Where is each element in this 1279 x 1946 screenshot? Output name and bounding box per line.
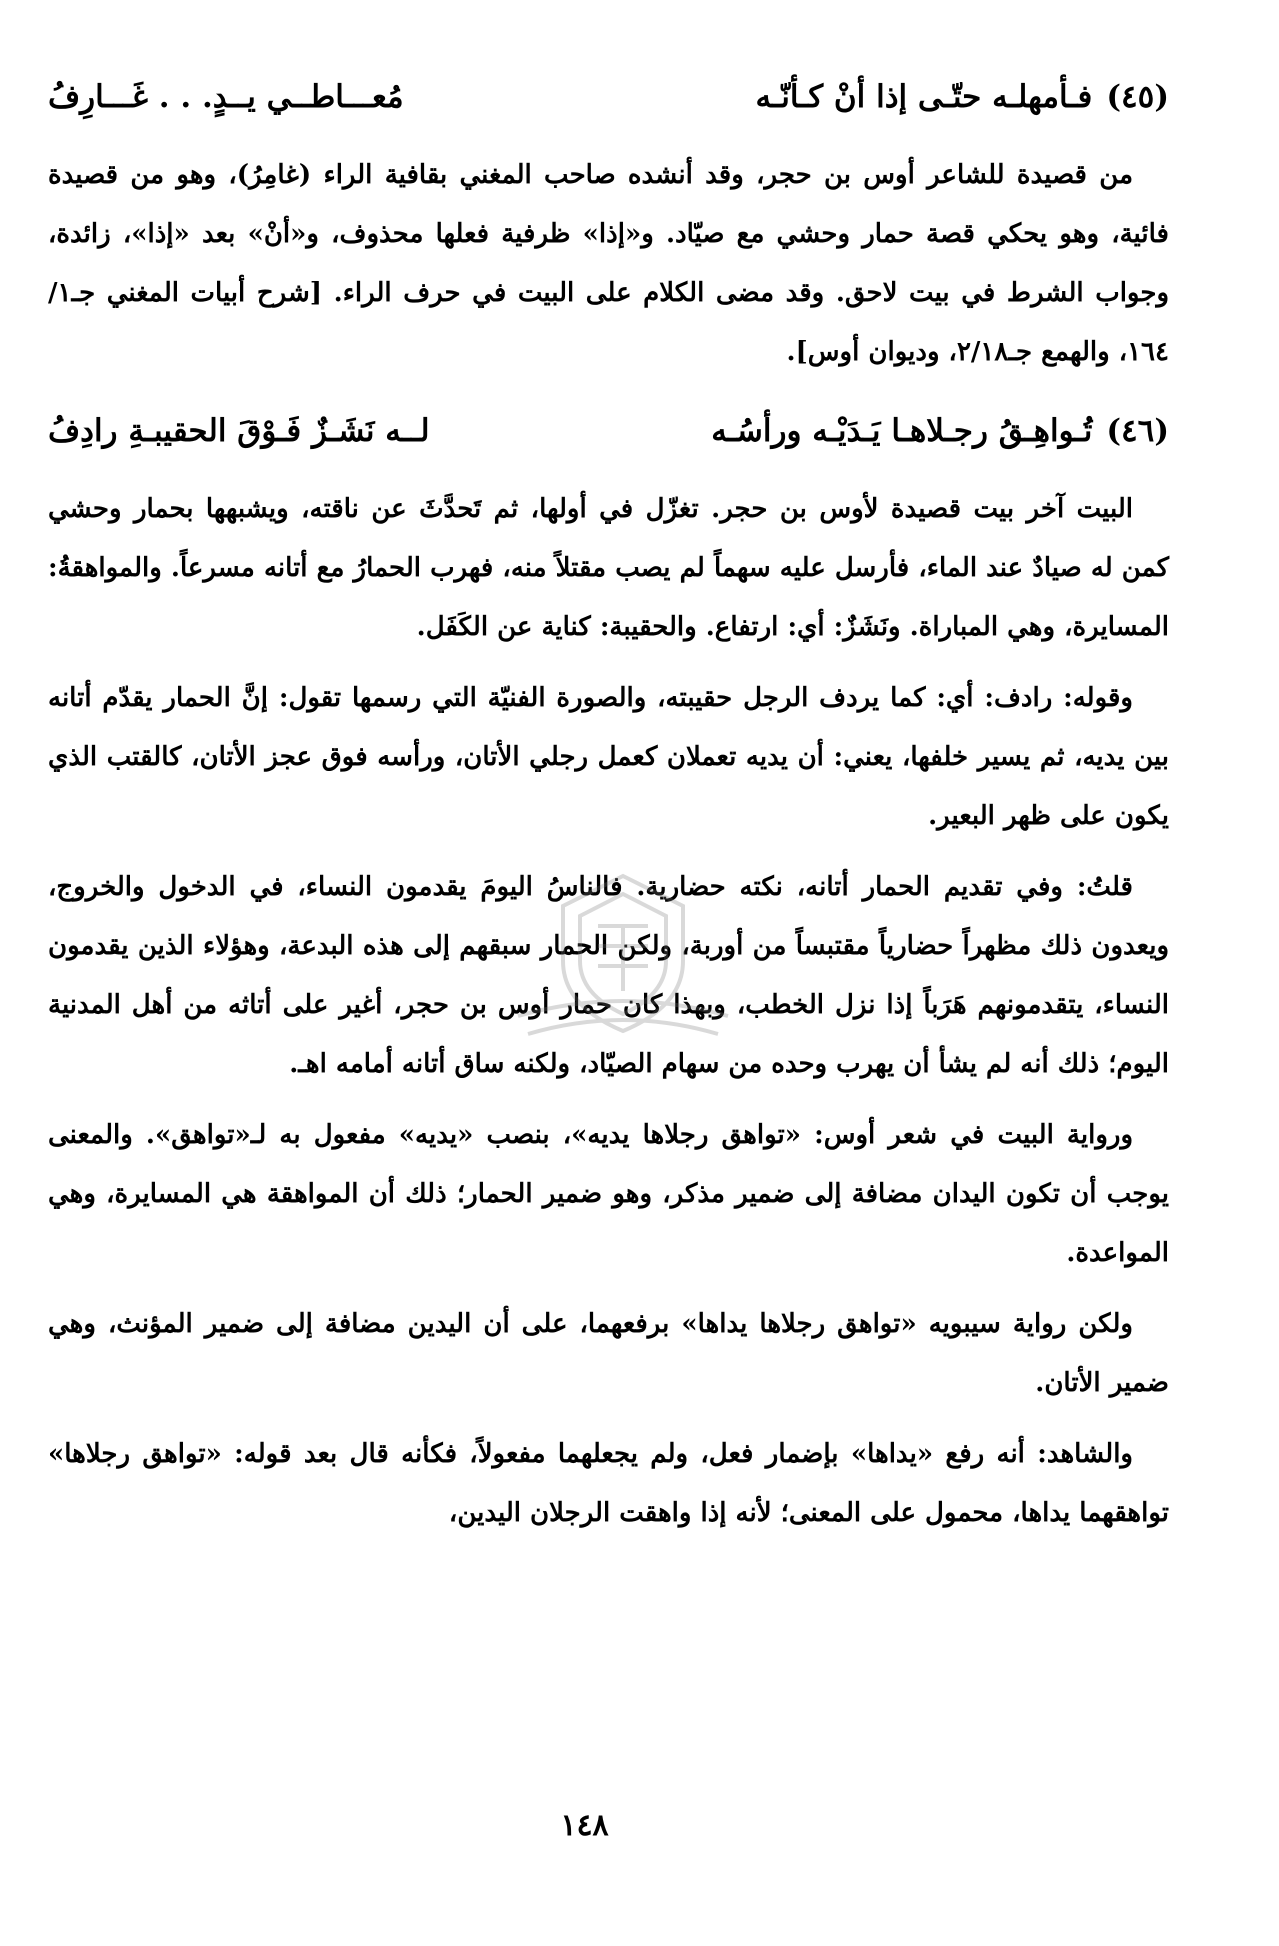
commentary-paragraph: والشاهد: أنه رفع «يداها» بإضمار فعل، ولم يجعلهما مفعولاً، فكأنه قال بعد قوله: «تواهق رجلاها» تواهقهما يداها، محمول على المعنى؛ لأنه إذا واهقت الرجلان اليدين، — [48, 1439, 1169, 1528]
verse-first-hemistich: فـأمهلـه حتّـى إذا أنْ كـأنّـه — [755, 79, 1093, 115]
verse-46 — [48, 396, 1169, 466]
commentary-paragraph: ولكن رواية سيبويه «تواهق رجلاها يداها» برفعهما، على أن اليدين مضافة إلى ضمير المؤنث، وهي ضمير الأتان. — [48, 1309, 1169, 1398]
verse-first-hemistich: تُـواهِـقُ رجـلاهـا يَـدَيْـه ورأسُـه — [711, 413, 1093, 449]
commentary-paragraph: من قصيدة للشاعر أوس بن حجر، وقد أنشده صاحب المغني بقافية الراء (غامِرُ)، وهو من قصيدة فائية، وهو يحكي قصة حمار وحشي مع صيّاد. و«إذا» ظرفية فعلها محذوف، و«أنْ» بعد «إذا»، زائدة، وجواب الشرط في بيت لاحق. وقد مضى الكلام على البيت في حرف الراء. [شرح أبيات المغني جـ١/ ١٦٤، والهمع جـ٢/١٨، وديوان أوس]. — [48, 160, 1169, 367]
commentary-paragraph: ورواية البيت في شعر أوس: «تواهق رجلاها يديه»، بنصب «يديه» مفعول به لـ«تواهق». والمعنى يوجب أن تكون اليدان مضافة إلى ضمير مذكر، وهو ضمير الحمار؛ ذلك أن المواهقة هي المسايرة، وهي المواعدة. — [48, 1120, 1169, 1268]
commentary-paragraph: قلتُ: وفي تقديم الحمار أتانه، نكته حضارية. فالناسُ اليومَ يقدمون النساء، في الدخول والخروج، ويعدون ذلك مظهراً حضارياً مقتبساً من أوربة، ولكن الحمار سبقهم إلى هذه البدعة، وهؤلاء الذين يقدمون النساء، يتقدمونهم هَرَباً إذا نزل الخطب، وبهذا كان حمار أوس بن حجر، أغير على أتاثه من أهل المدنية اليوم؛ ذلك أنه لم يشأ أن يهرب وحده من سهام الصيّاد، ولكنه ساق أتانه أمامه اهـ. — [48, 872, 1169, 1079]
page-body — [48, 62, 1169, 1555]
commentary-paragraph: وقوله: رادف: أي: كما يردف الرجل حقيبته، والصورة الفنيّة التي رسمها تقول: إنَّ الحمار يقدّم أتانه بين يديه، ثم يسير خلفها، يعني: أن يديه تعملان كعمل رجلي الأتان، ورأسه فوق عجز الأتان، كالقتب الذي يكون على ظهر البعير. — [48, 683, 1169, 831]
verse-number: (٤٦) — [1106, 413, 1169, 449]
verse-second-hemistich: مُعـــاطــي يــدٍ. . . غَـــارِفُ — [48, 79, 404, 115]
page-number: ١٤٨ — [560, 1808, 609, 1843]
verse-second-hemistich: لــه نَشَـزٌ فَـوْقَ الحقيبـةِ رادِفُ — [48, 413, 430, 449]
verse-number: (٤٥) — [1106, 79, 1169, 115]
commentary-paragraph: البيت آخر بيت قصيدة لأوس بن حجر. تغزّل في أولها، ثم تَحدَّثَ عن ناقته، ويشبهها بحمار وحشي كمن له صيادٌ عند الماء، فأرسل عليه سهماً لم يصب مقتلاً منه، فهرب الحمارُ مع أتانه مسرعاً. والمواهقةُ: المسايرة، وهي المباراة. ونَشَزٌ: أي: ارتفاع. والحقيبة: كناية عن الكَفَل. — [48, 494, 1169, 642]
verse-45 — [48, 62, 1169, 132]
